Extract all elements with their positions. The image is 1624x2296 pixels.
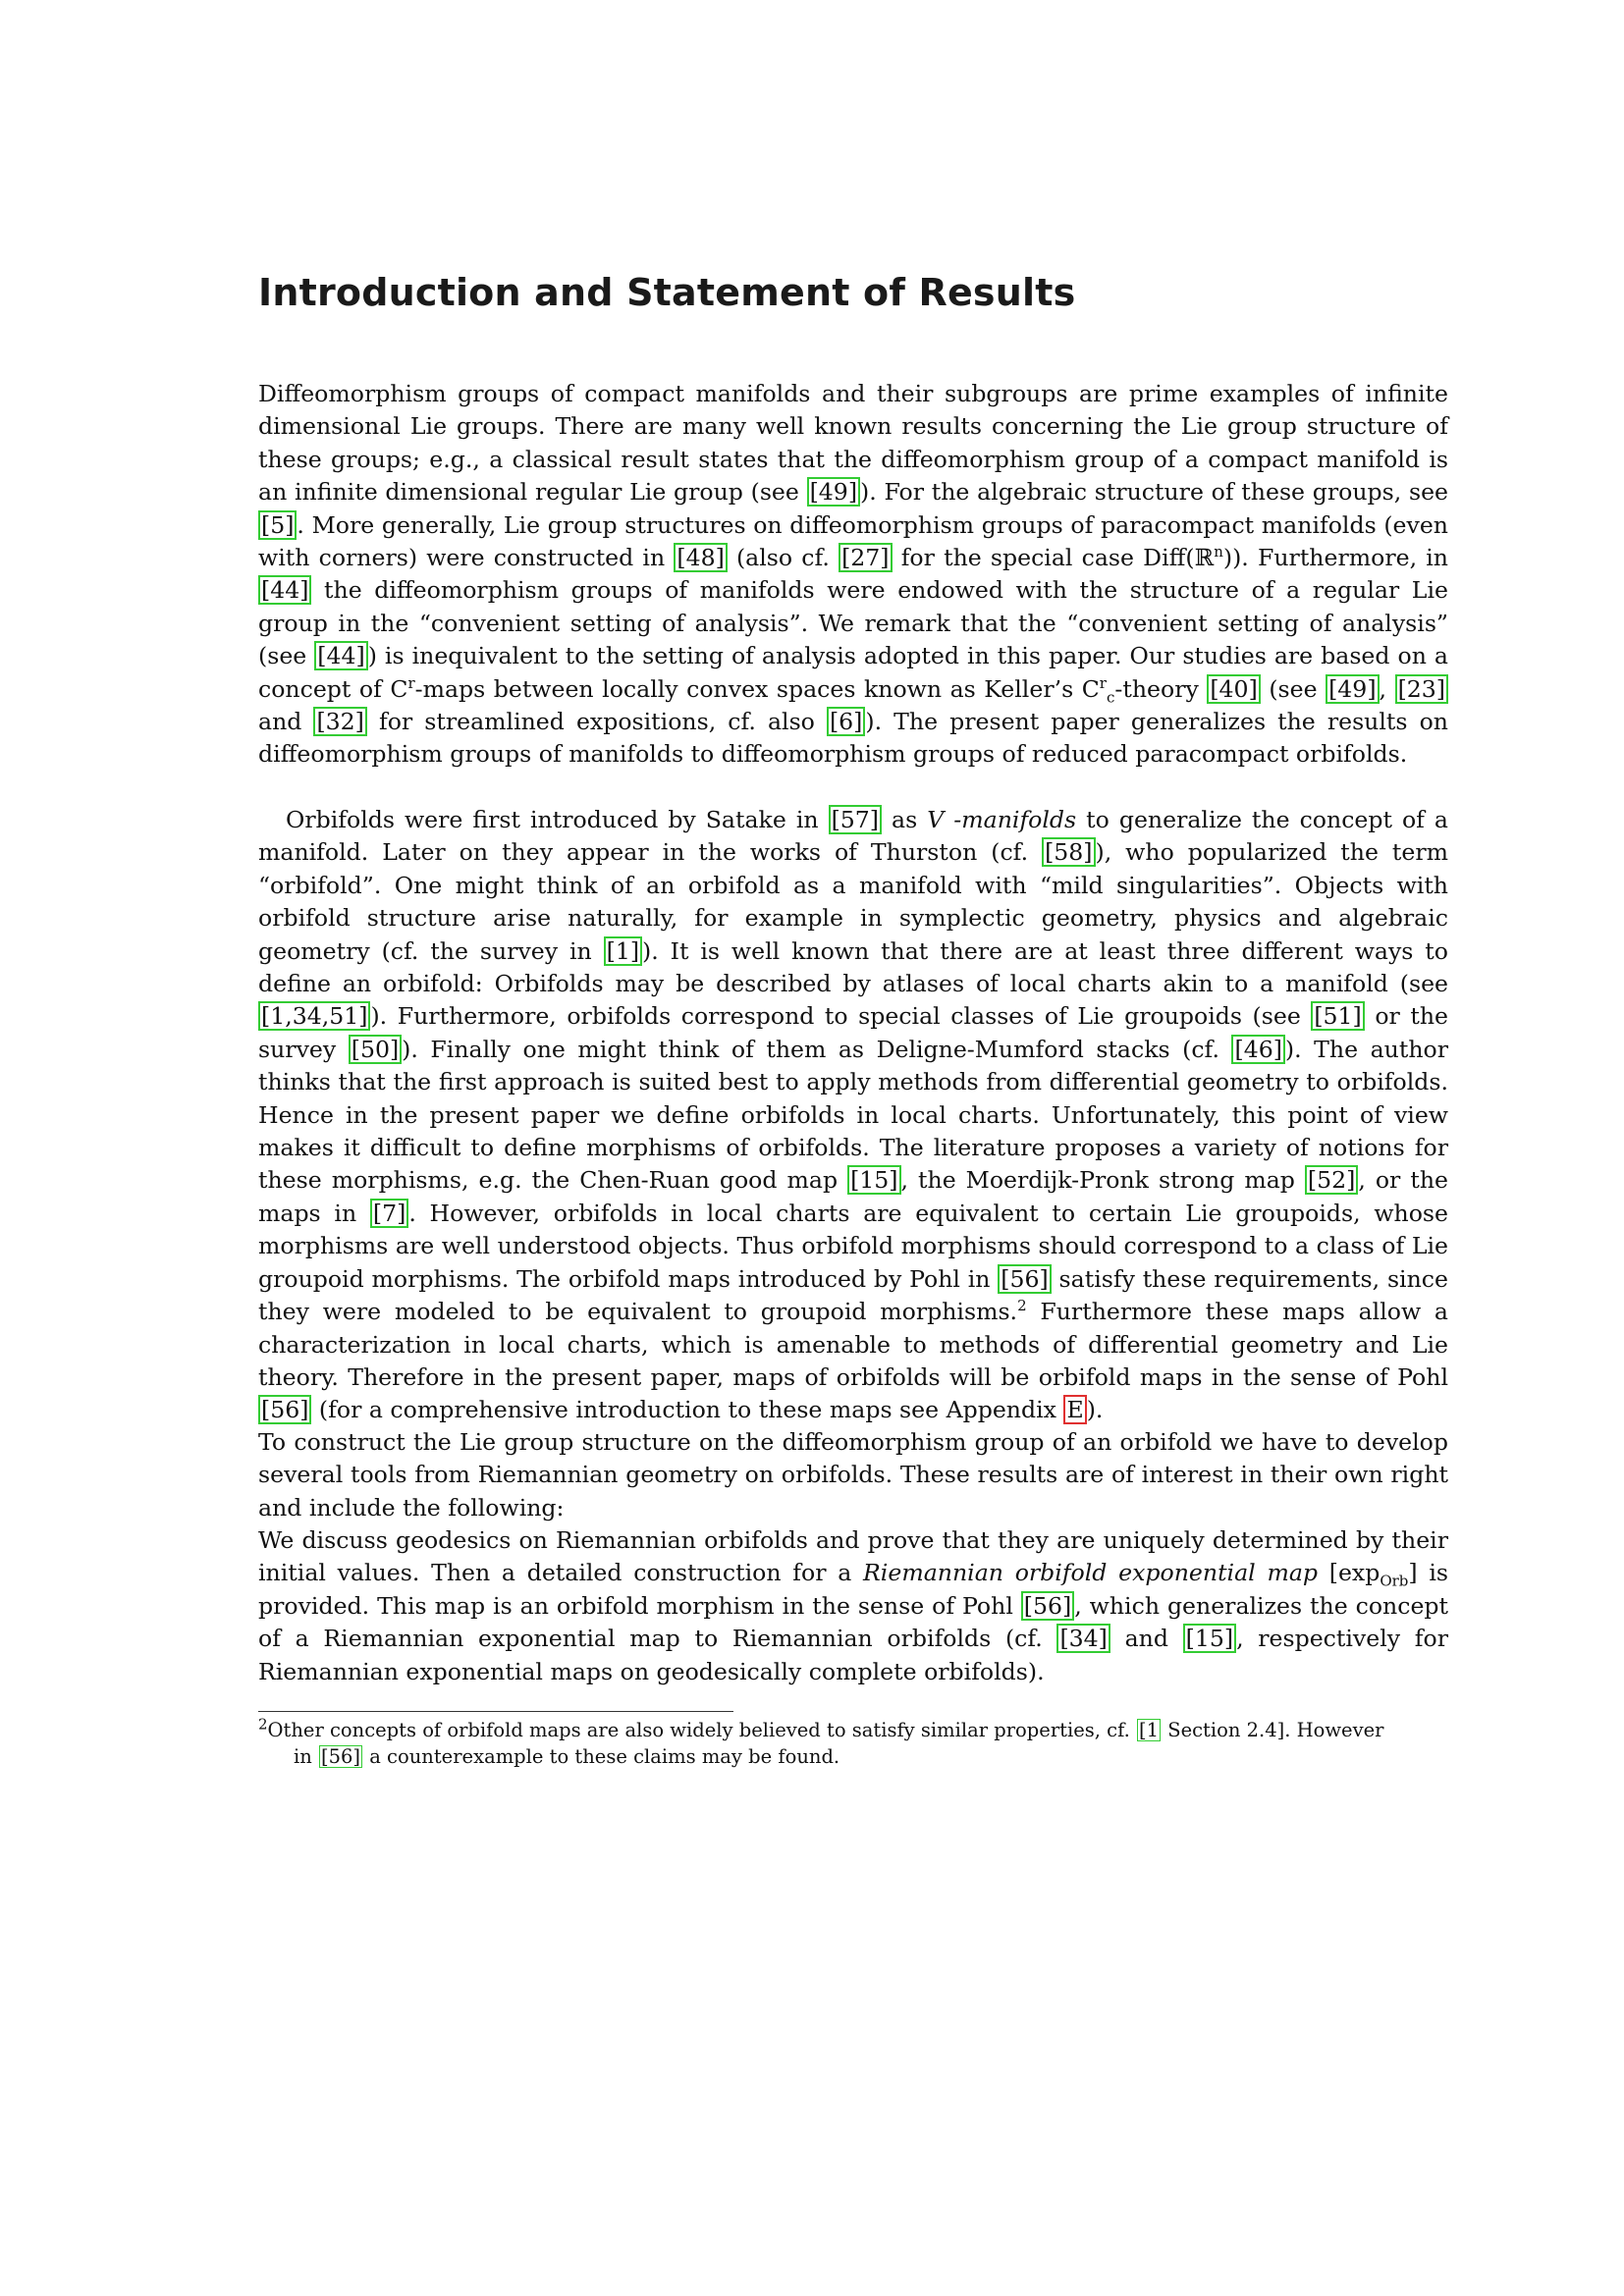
- citation-link[interactable]: [56]: [261, 1396, 309, 1424]
- text-run: [exp: [1318, 1559, 1380, 1587]
- text-run: the diffeomorphism groups of manifolds were endowed with the structure of a regular Lie group in the “convenient setting of analysis”. We remark that the “convenient setting of analysis” (see: [258, 576, 1448, 670]
- citation-link[interactable]: [51]: [1314, 1002, 1362, 1031]
- superscript: r: [1099, 673, 1107, 692]
- text-run: for the special case Diff(ℝ: [892, 544, 1215, 572]
- footnote-line-2: [258, 1743, 1448, 1770]
- text-run: and: [1110, 1625, 1183, 1653]
- citation-link[interactable]: [1: [1139, 1719, 1160, 1741]
- citation-link[interactable]: [5]: [261, 510, 295, 539]
- footnote-marker[interactable]: 2: [1017, 1297, 1027, 1315]
- citation-link[interactable]: [44]: [317, 642, 365, 670]
- text-run: , respectively for Riemannian exponential maps on geodesically complete orbifolds).: [258, 1625, 1448, 1685]
- footnote-mark: 2: [258, 1715, 268, 1734]
- citation-link[interactable]: [7]: [372, 1199, 406, 1227]
- citation-link[interactable]: [6]: [829, 708, 863, 736]
- text-run: ), who popularized the term “orbifold”. One might think of an orbifold as a manifold with “mild singularities”. Objects with orbifold structure arise naturally, for example in symplectic geometry, physics and algebraic geometry (cf. the survey in: [258, 838, 1448, 965]
- text-run: ). The present paper generalizes the results on diffeomorphism groups of manifolds to diffeomorphism groups of reduced paracompact orbifolds.: [258, 708, 1448, 769]
- citation-link[interactable]: [1,34,51]: [261, 1002, 368, 1031]
- text-run: and: [258, 708, 314, 736]
- superscript: n: [1214, 543, 1223, 561]
- text-run: -maps between locally convex spaces known as Keller’s C: [414, 674, 1100, 703]
- subscript: c: [1106, 688, 1115, 707]
- citation-link[interactable]: [52]: [1307, 1166, 1356, 1195]
- emphasis: Riemannian orbifold exponential map: [863, 1559, 1318, 1587]
- citation-link[interactable]: [15]: [1185, 1625, 1234, 1653]
- appendix-link[interactable]: E: [1066, 1396, 1084, 1424]
- citation-link[interactable]: [15]: [850, 1166, 898, 1195]
- citation-link[interactable]: [56]: [1023, 1591, 1072, 1620]
- text-run: or the survey: [258, 1002, 1448, 1063]
- subscript: Orb: [1380, 1573, 1409, 1591]
- text-run: for streamlined expositions, cf. also: [366, 708, 827, 736]
- citation-link[interactable]: [50]: [351, 1035, 400, 1063]
- text-run: Furthermore these maps allow a characterization in local charts, which is amenable to methods of differential geometry and Lie theory. Therefore in the present paper, maps of orbifolds will be orbifold maps in the sense of Pohl: [258, 1298, 1448, 1391]
- citation-link[interactable]: [58]: [1045, 838, 1093, 867]
- paragraph-3: To construct the Lie group structure on the diffeomorphism group of an orbifold we have to develop several tools from Riemannian geometry on orbifolds. These results are of interest in their own right and include the following:: [258, 1428, 1448, 1522]
- footnote-line-1: [258, 1717, 1448, 1743]
- citation-link[interactable]: [49]: [1328, 674, 1377, 703]
- paragraph-1: [258, 378, 1448, 772]
- paragraph-2: [258, 804, 1448, 1427]
- text-run: Section 2.4]. However: [1162, 1719, 1384, 1741]
- citation-link[interactable]: [27]: [841, 544, 890, 572]
- citation-link[interactable]: [57]: [831, 806, 880, 833]
- text-run: (for a comprehensive introduction to these maps see Appendix: [311, 1396, 1064, 1424]
- text-run: ] is provided. This map is an orbifold morphism in the sense of Pohl: [258, 1559, 1448, 1620]
- citation-link[interactable]: [48]: [677, 544, 725, 572]
- text-run: , or the maps in: [258, 1166, 1448, 1227]
- citation-link[interactable]: [56]: [321, 1745, 361, 1768]
- citation-link[interactable]: [23]: [1397, 674, 1446, 703]
- paragraph-4: [258, 1524, 1448, 1688]
- text-run: We discuss geodesics on Riemannian orbifolds and prove that they are uniquely determined by their initial values. Then a detailed construction for a: [258, 1526, 1448, 1587]
- superscript: r: [407, 673, 415, 692]
- text-run: ). For the algebraic structure of these groups, see: [860, 478, 1448, 507]
- text-run: Orbifolds were first introduced by Satake in: [286, 806, 829, 833]
- text-run: ) is inequivalent to the setting of analysis adopted in this paper. Our studies are based on a concept of C: [258, 642, 1448, 703]
- citation-link[interactable]: [1]: [606, 936, 640, 965]
- text-run: as: [882, 806, 928, 833]
- citation-link[interactable]: [46]: [1234, 1035, 1282, 1063]
- citation-link[interactable]: [34]: [1059, 1625, 1108, 1653]
- text-run: ). The author thinks that the first approach is suited best to apply methods from differential geometry to orbifolds. Hence in the present paper we define orbifolds in local charts. Unfortunately, this point of view makes it difficult to define morphisms of orbifolds. The literature proposes a variety of notions for these morphisms, e.g. the Chen-Ruan good map: [258, 1035, 1448, 1195]
- text-run: Other concepts of orbifold maps are also widely believed to satisfy similar properties, cf.: [267, 1719, 1136, 1741]
- citation-link[interactable]: [40]: [1210, 674, 1258, 703]
- text-run: in: [294, 1745, 318, 1768]
- text-run: ). It is well known that there are at least three different ways to define an orbifold: Orbifolds may be described by atlases of local charts akin to a manifold (see: [258, 936, 1448, 998]
- citation-link[interactable]: [49]: [809, 478, 858, 507]
- footnote-divider: [258, 1711, 733, 1712]
- text-run: a counterexample to these claims may be found.: [363, 1745, 840, 1768]
- text-run: , the Moerdijk-Pronk strong map: [900, 1166, 1305, 1195]
- text-run: ,: [1379, 674, 1395, 703]
- text-run: Diffeomorphism groups of compact manifolds and their subgroups are prime examples of infinite dimensional Lie groups. There are many well known results concerning the Lie group structure of these groups; e.g., a classical result states that the diffeomorphism group of a compact manifold is an infinite dimensional regular Lie group (see: [258, 380, 1448, 507]
- text-run: to generalize the concept of a manifold. Later on they appear in the works of Thurston (cf.: [258, 806, 1448, 867]
- text-run: (also cf.: [727, 544, 839, 572]
- text-run: satisfy these requirements, since they were modeled to be equivalent to groupoid morphisms.: [258, 1264, 1448, 1326]
- emphasis: V -manifolds: [927, 806, 1077, 833]
- text-run: ). Furthermore, orbifolds correspond to special classes of Lie groupoids (see: [370, 1002, 1312, 1031]
- text-run: . More generally, Lie group structures on diffeomorphism groups of paracompact manifolds (even with corners) were constructed in: [258, 510, 1448, 572]
- text-run: ). Finally one might think of them as Deligne-Mumford stacks (cf.: [402, 1035, 1232, 1063]
- section-title: Introduction and Statement of Results: [258, 271, 1076, 314]
- citation-link[interactable]: [56]: [1001, 1264, 1049, 1293]
- text-run: )). Furthermore, in: [1222, 544, 1448, 572]
- citation-link[interactable]: [44]: [261, 576, 309, 605]
- text-run: ).: [1086, 1396, 1104, 1424]
- citation-link[interactable]: [32]: [316, 708, 364, 736]
- text-run: -theory: [1114, 674, 1208, 703]
- footnote: [258, 1717, 1448, 1770]
- text-run: , which generalizes the concept of a Riemannian exponential map to Riemannian orbifolds (cf.: [258, 1591, 1448, 1653]
- text-run: (see: [1260, 674, 1326, 703]
- text-run: . However, orbifolds in local charts are equivalent to certain Lie groupoids, whose morphisms are well understood objects. Thus orbifold morphisms should correspond to a class of Lie groupoid morphisms. The orbifold maps introduced by Pohl in: [258, 1199, 1448, 1293]
